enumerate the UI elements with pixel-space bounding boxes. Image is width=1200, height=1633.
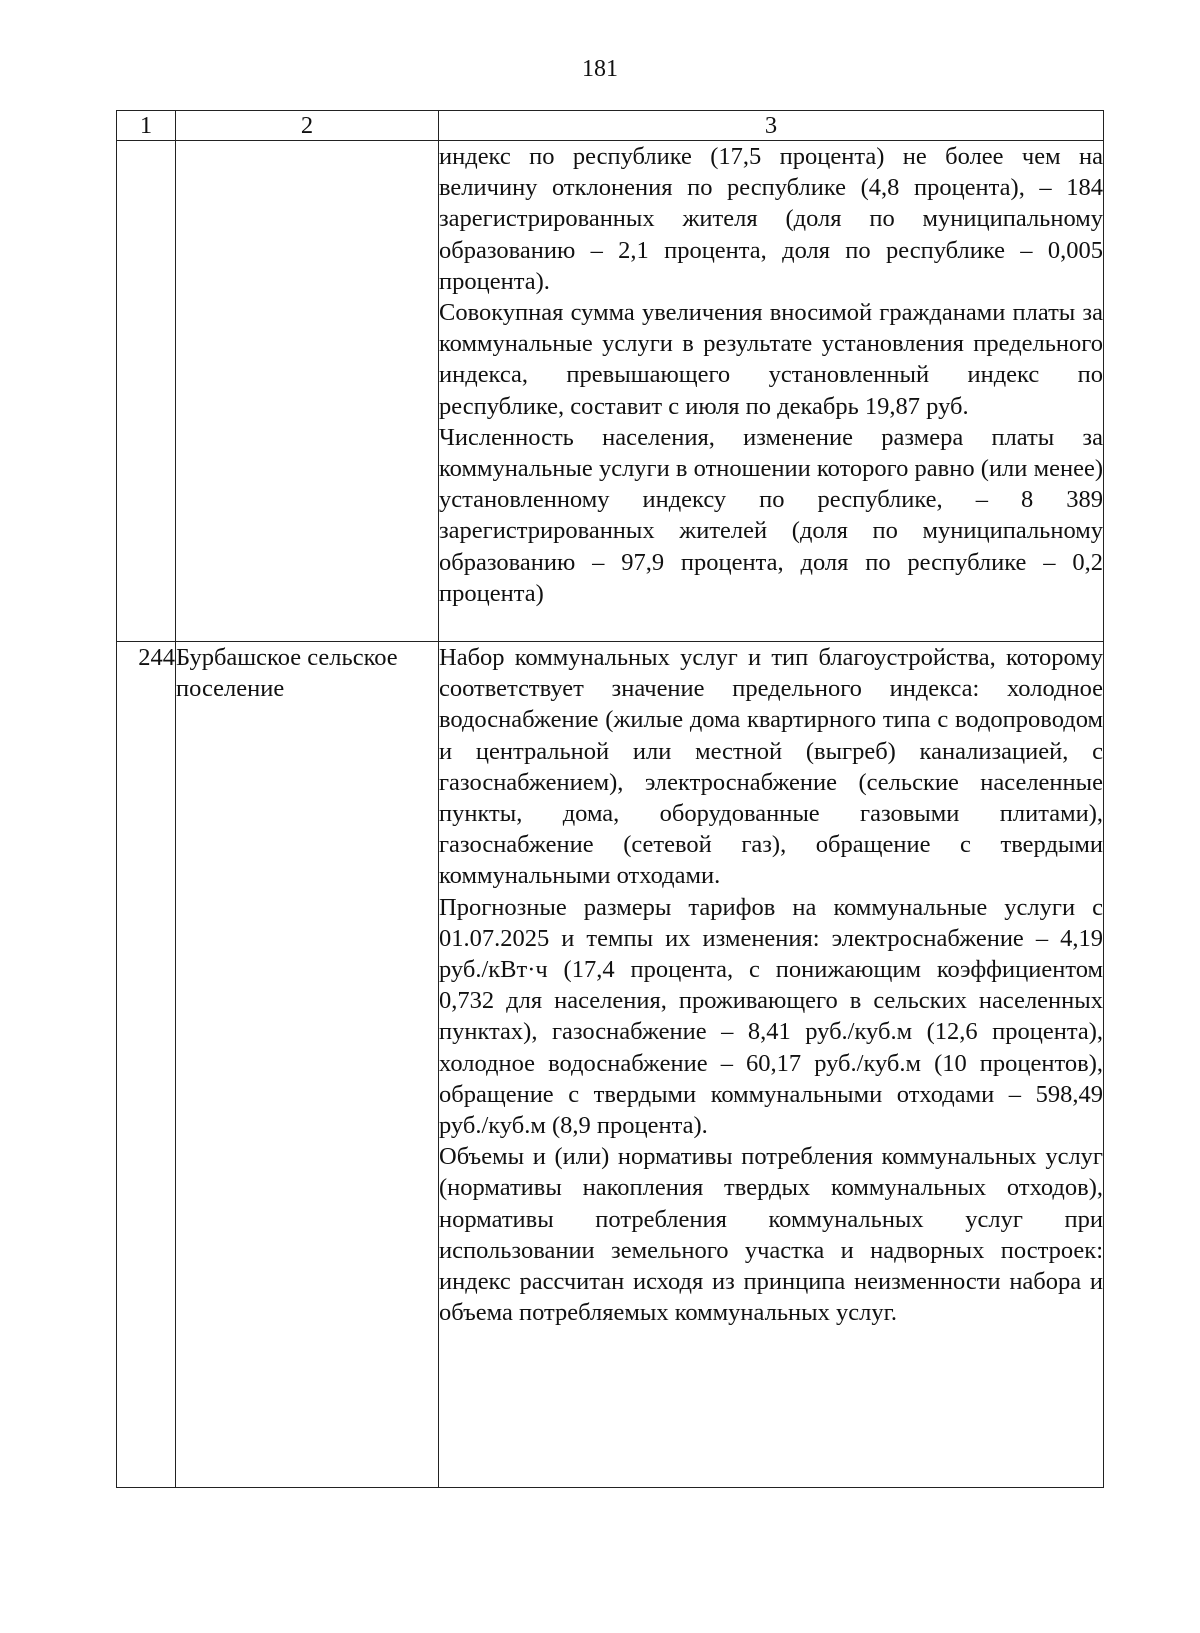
row-description xyxy=(439,141,1104,642)
municipality-name xyxy=(176,141,439,642)
description-paragraph: Численность населения, изменение размера платы за коммунальные услуги в отношении которого равно (или менее) установленному индексу по республике, – 8 389 зарегистрированных жителей (доля по муниципальному образованию – 97,9 процента, доля по республике – 0,2 процента) xyxy=(439,423,1103,607)
page-number: 181 xyxy=(582,56,618,82)
table-row xyxy=(117,141,1104,642)
row-number: 244 xyxy=(117,642,176,1488)
table-row xyxy=(117,642,1104,1488)
row-number xyxy=(117,141,176,642)
description-paragraph: индекс по республике (17,5 процента) не более чем на величину отклонения по республике (4,8 процента), – 184 зарегистрированных жителя (доля по муниципальному образованию – 2,1 процента, доля по республике – 0,005 процента). xyxy=(439,143,1103,295)
column-header-2: 2 xyxy=(176,111,439,141)
column-header-3: 3 xyxy=(439,111,1104,141)
tariff-table xyxy=(116,110,1104,1488)
description-paragraph: Прогнозные размеры тарифов на коммунальные услуги с 01.07.2025 и темпы их изменения: электроснабжение – 4,19 руб./кВт·ч (17,4 процента, с понижающим коэффициентом 0,732 для населения, проживающего в сельских населенных пунктах), газоснабжение – 8,41 руб./куб.м (12,6 процента), холодное водоснабжение – 60,17 руб./куб.м (10 процентов), обращение с твердыми коммунальными отходами – 598,49 руб./куб.м (8,9 процента). xyxy=(439,893,1103,1140)
row-description xyxy=(439,642,1104,1488)
table-header-row xyxy=(117,111,1104,141)
description-paragraph: Набор коммунальных услуг и тип благоустройства, которому соответствует значение предельного индекса: холодное водоснабжение (жилые дома квартирного типа с водопроводом и центральной или местной (выгреб) канализацией, с газоснабжением), электроснабжение (сельские населенные пункты, дома, оборудованные газовыми плитами), газоснабжение (сетевой газ), обращение с твердыми коммунальными отходами. xyxy=(439,644,1103,890)
description-paragraph: Объемы и (или) нормативы потребления коммунальных услуг (нормативы накопления твердых коммунальных отходов), нормативы потребления коммунальных услуг при использовании земельного участка и надворных построек: индекс рассчитан исходя из принципа неизменности набора и объема потребляемых коммунальных услуг. xyxy=(439,1143,1103,1327)
municipality-name: Бурбашское сельское поселение xyxy=(176,642,439,1488)
column-header-1: 1 xyxy=(117,111,176,141)
description-paragraph: Совокупная сумма увеличения вносимой гражданами платы за коммунальные услуги в результате установления предельного индекса, превышающего установленный индекс по республике, составит с июля по декабрь 19,87 руб. xyxy=(439,299,1103,420)
